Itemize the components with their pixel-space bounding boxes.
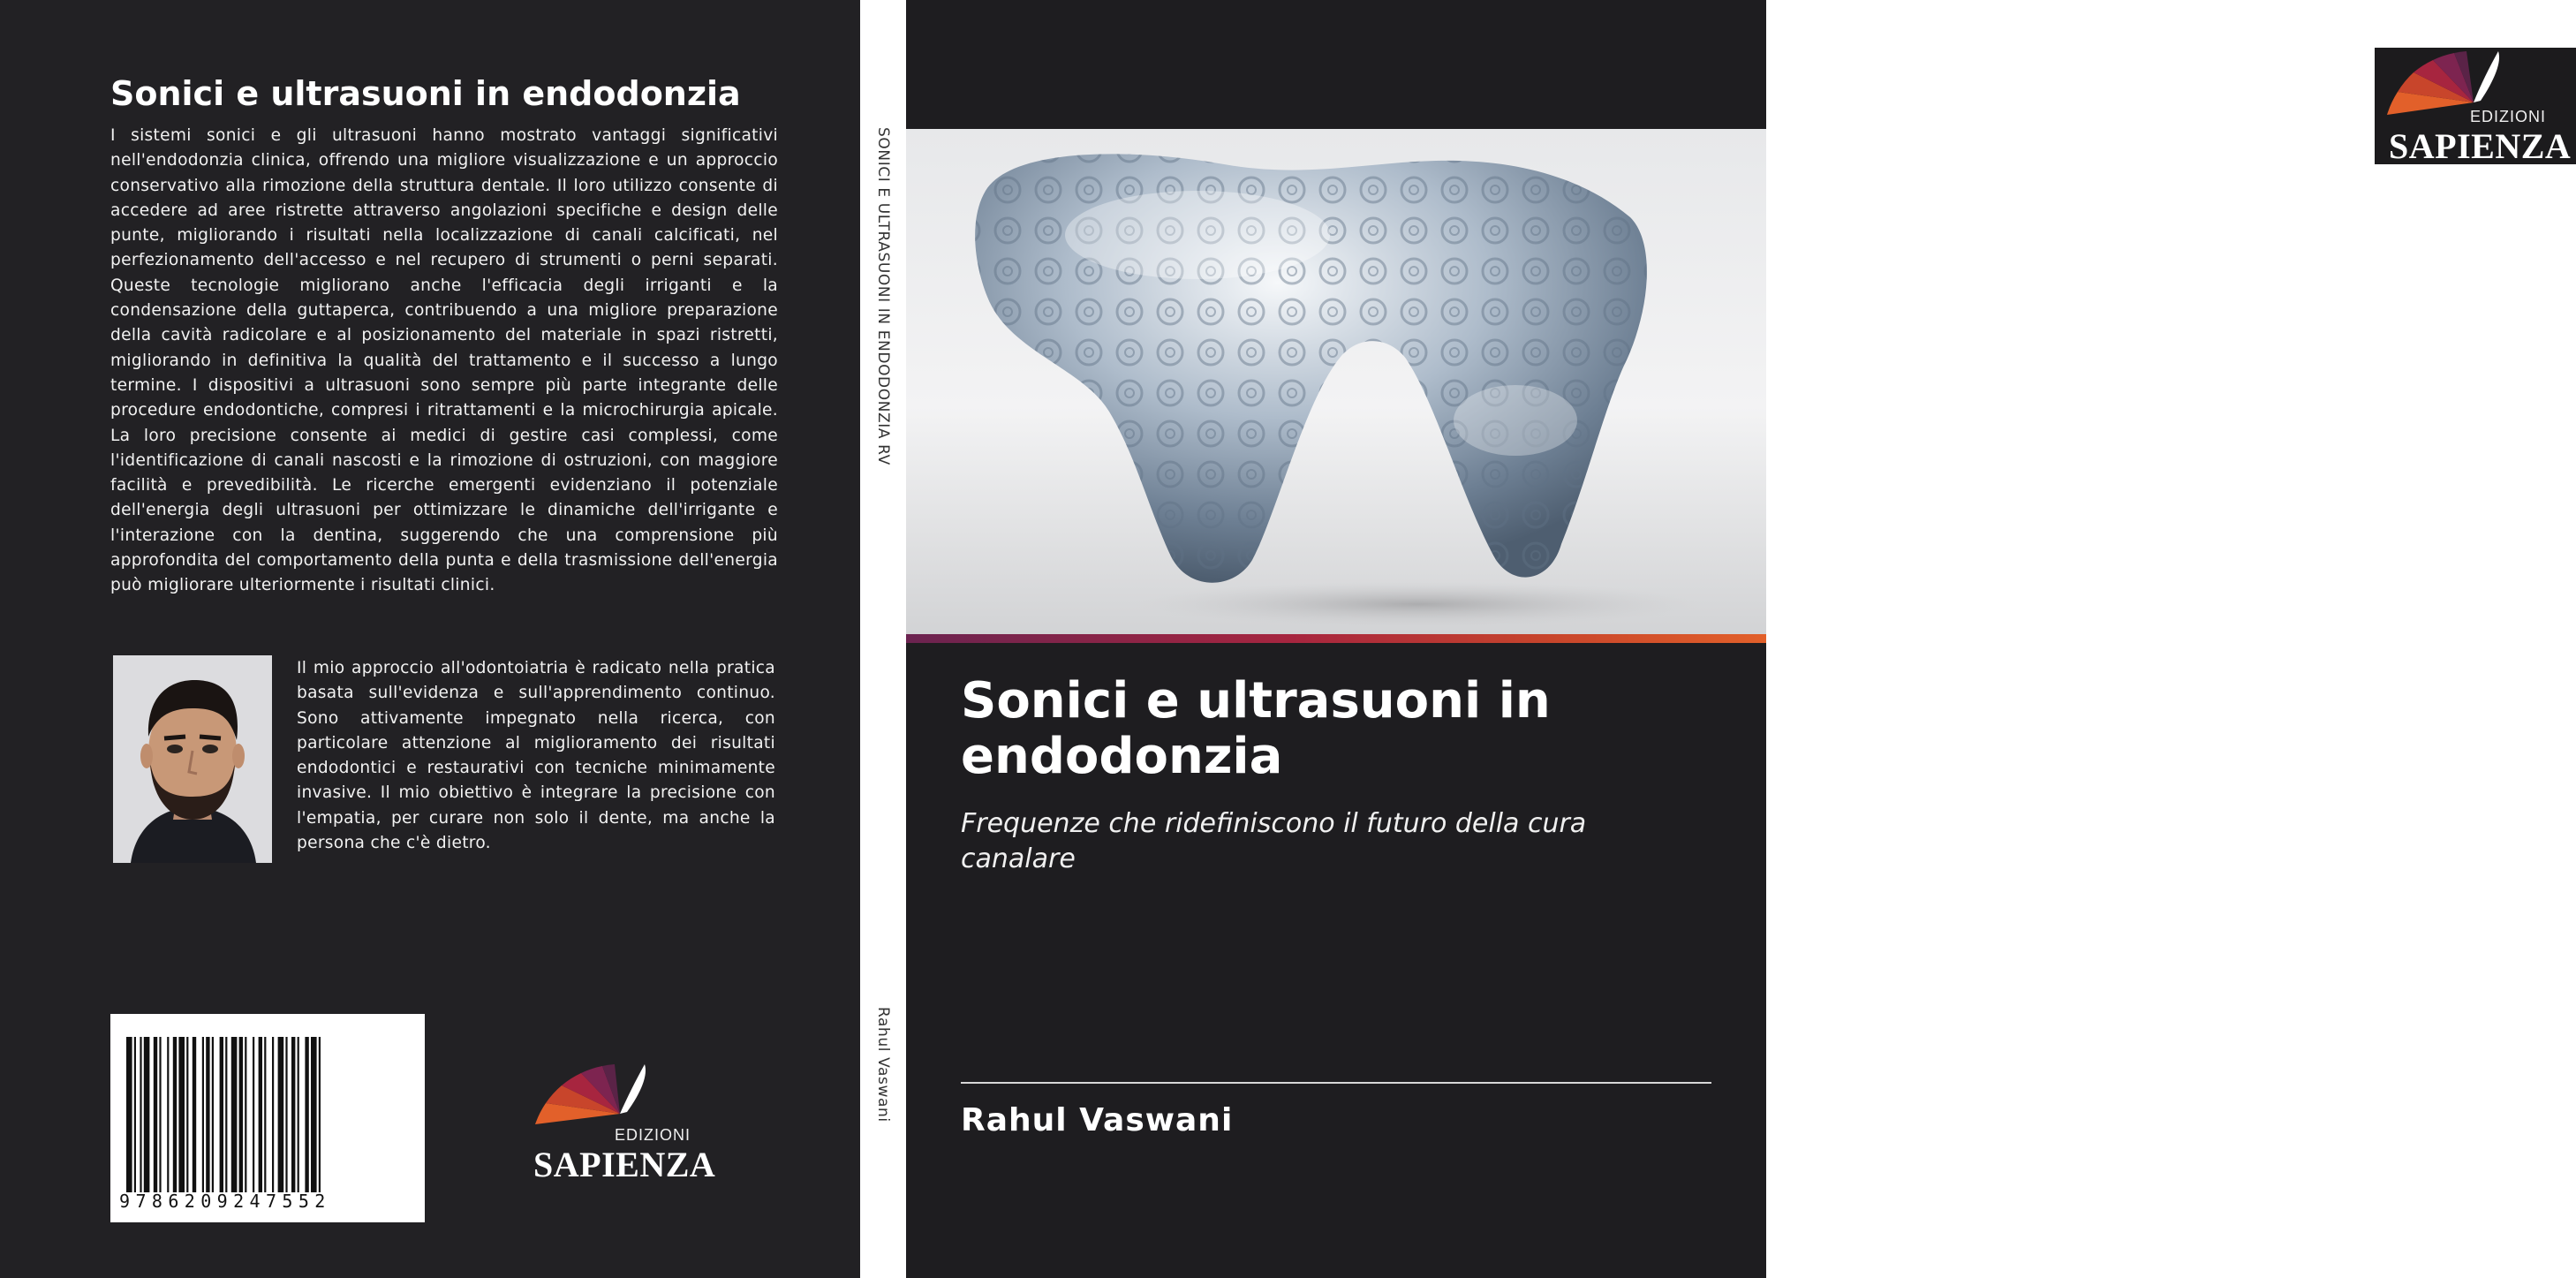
front-cover: [906, 0, 2572, 1278]
front-title: Sonici e ultrasuoni in endodonzia: [961, 672, 1551, 785]
color-band: [906, 634, 1766, 643]
front-publisher-logo: [2375, 48, 2576, 164]
front-author: Rahul Vaswani: [961, 1102, 1234, 1138]
publisher-small-label: EDIZIONI: [615, 1126, 691, 1144]
book-description: I sistemi sonici e gli ultrasuoni hanno mostrato vantaggi significativi nell'endodonzia clinica, offrendo una migliore visualizzazione e un approccio conservativo alla rimozione della struttura dentale. Il loro utilizzo consente di accedere ad aree ristrette attraverso angolazioni specifiche e design delle punte, migliorando i risultati nella localizzazione di canali calcificati, nel perfezionamento dell'accesso e nel recupero di strumenti o perni separati. Queste tecnologie migliorano anche l'efficacia degli irriganti e la condensazione della guttaperca, contribuendo a una migliore preparazione della cavità radicolare e al posizionamento del materiale in spazi ristretti, migliorando in definitiva la qualità del trattamento e il successo a lungo termine. I dispositivi a ultrasuoni sono sempre più parte integrante delle procedure endodontiche, compresi i ritrattamenti e la microchirurgia apicale. La loro precisione consente ai medici di gestire casi complessi, come l'identificazione di canali nascosti e la rimozione di ostruzioni, con maggiore facilità e prevedibilità. Le ricerche emergenti evidenziano il potenziale dell'energia degli ultrasuoni per ottimizzare le dinamiche dell'irrigante e l'interazione con la dentina, suggerendo che una comprensione più approfondita del comportamento della punta e della trasmissione dell'energia può migliorare ulteriormente i risultati clinici.: [110, 126, 778, 595]
publisher-small-label: EDIZIONI: [2470, 108, 2547, 125]
author-photo: [113, 655, 272, 863]
publisher-logo-icon: [528, 1062, 717, 1133]
publisher-name: SAPIENZA: [533, 1145, 716, 1184]
author-bio: Il mio approccio all'odontoiatria è radicato nella pratica basata sull'evidenza e sull'apprendimento continuo. Sono attivamente impegnato nella ricerca, con particolare attenzione al miglioramento dei risultati endodontici e restaurativi con tecniche minimamente invasive. Il mio obiettivo è integrare la precisione con l'empatia, per curare non solo il dente, ma anche la persona che c'è dietro.: [297, 659, 775, 853]
spine: [860, 0, 906, 1278]
spine-title: SONICI E ULTRASUONI IN ENDODONZIA RV: [874, 127, 892, 465]
spine-author: Rahul Vaswani: [874, 1007, 892, 1123]
back-cover-title: Sonici e ultrasuoni in endodonzia: [110, 74, 741, 113]
barcode: [110, 1014, 425, 1222]
front-subtitle: Frequenze che ridefiniscono il futuro della cura canalare: [961, 808, 1587, 874]
divider: [961, 1082, 1711, 1084]
tooth-illustration: [906, 129, 1766, 634]
back-publisher-logo: [528, 1062, 717, 1183]
publisher-name: SAPIENZA: [2389, 126, 2572, 166]
barcode-icon: [126, 1037, 409, 1192]
isbn-digits: 9786209247552: [119, 1191, 331, 1212]
back-cover: [0, 0, 860, 1278]
